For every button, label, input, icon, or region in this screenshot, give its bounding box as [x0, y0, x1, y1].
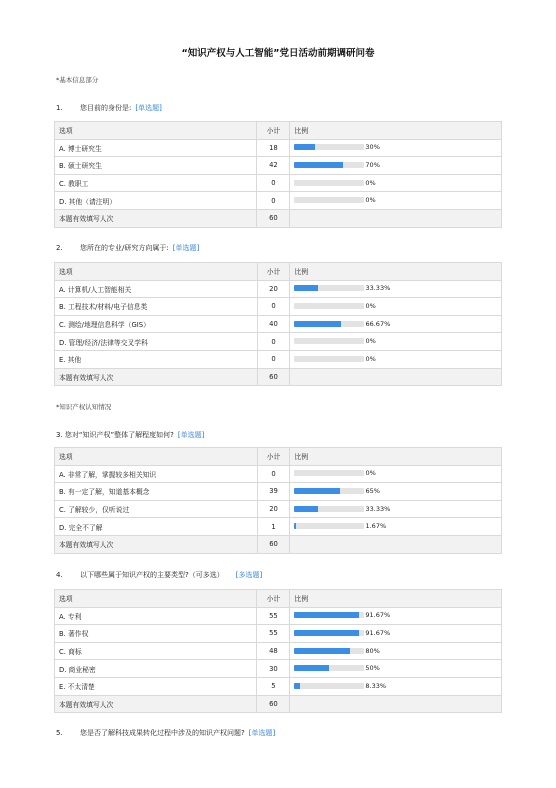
- option-ratio: [290, 280, 502, 298]
- header-option: 选项: [55, 122, 257, 140]
- ratio-percent: 0%: [365, 337, 376, 346]
- option-count: 5: [257, 677, 290, 695]
- ratio-percent: 91.67%: [365, 611, 391, 620]
- question-number: 2.: [56, 244, 63, 252]
- option-ratio: [290, 500, 502, 518]
- header-option: 选项: [55, 590, 257, 608]
- option-count: 20: [257, 280, 290, 298]
- ratio-bar-fill: [294, 144, 315, 150]
- ratio-percent: 33.33%: [365, 284, 391, 293]
- ratio-percent: 0%: [365, 196, 376, 205]
- option-label: D. 管理/经济/法律等交叉学科: [55, 333, 258, 351]
- option-label: B. 工程技术/材料/电子信息类: [55, 298, 258, 316]
- header-ratio: 比例: [290, 590, 502, 608]
- option-count: 55: [257, 625, 290, 643]
- question-4-title: [56, 570, 262, 580]
- option-label: C. 测绘/地理信息科学（GIS）: [55, 315, 258, 333]
- footer-total: 60: [257, 209, 290, 227]
- question-text: 您是否了解科技成果转化过程中涉及的知识产权问题?: [80, 729, 245, 737]
- footer-label: 本题有效填写人次: [55, 695, 257, 713]
- table-row: [55, 483, 502, 501]
- option-ratio: [290, 157, 502, 175]
- question-1-title: [56, 103, 162, 113]
- question-type-tag[interactable]: [单选题]: [177, 431, 205, 439]
- table-header-row: [55, 122, 502, 140]
- question-type-tag[interactable]: [单选题]: [248, 729, 276, 737]
- option-label: D. 其他（请注明）: [55, 192, 257, 210]
- table-row: [55, 157, 502, 175]
- ratio-bar-fill: [294, 506, 317, 512]
- ratio-percent: 65%: [365, 486, 380, 495]
- option-ratio: [290, 607, 502, 625]
- option-count: 0: [257, 465, 290, 483]
- question-text: 您所在的专业/研究方向属于:: [80, 244, 169, 252]
- question-1-table: [54, 121, 502, 228]
- footer-total: 60: [257, 535, 290, 553]
- table-row: [55, 465, 502, 483]
- option-label: E. 其他: [55, 350, 258, 368]
- ratio-percent: 50%: [365, 664, 380, 673]
- question-text: 您目前的身份是:: [80, 104, 132, 112]
- table-row: [55, 677, 502, 695]
- table-row: [55, 625, 502, 643]
- ratio-percent: 30%: [365, 143, 380, 152]
- ratio-percent: 0%: [365, 469, 376, 478]
- option-label: B. 硕士研究生: [55, 157, 257, 175]
- header-count: 小计: [257, 122, 290, 140]
- header-ratio: 比例: [290, 122, 502, 140]
- question-text: 以下哪些属于知识产权的主要类型?（可多选）: [80, 571, 224, 579]
- option-label: A. 博士研究生: [55, 139, 257, 157]
- ratio-percent: 33.33%: [365, 504, 391, 513]
- option-label: C. 商标: [55, 642, 257, 660]
- ratio-percent: 1.67%: [365, 522, 387, 531]
- ratio-percent: 66.67%: [365, 319, 391, 328]
- table-row: [55, 333, 502, 351]
- ratio-bar: [294, 665, 364, 671]
- header-option: 选项: [55, 263, 258, 281]
- ratio-bar-fill: [294, 648, 350, 654]
- ratio-percent: 8.33%: [365, 681, 387, 690]
- table-row: [55, 642, 502, 660]
- ratio-percent: 0%: [365, 178, 376, 187]
- option-label: E. 不太清楚: [55, 677, 257, 695]
- option-ratio: [290, 350, 502, 368]
- question-number: 3.: [56, 431, 63, 439]
- option-label: A. 专利: [55, 607, 257, 625]
- option-count: 30: [257, 660, 290, 678]
- table-row: [55, 607, 502, 625]
- question-type-tag[interactable]: [多选题]: [235, 571, 263, 579]
- footer-empty: [290, 535, 502, 553]
- footer-empty: [290, 368, 502, 386]
- option-label: D. 商业秘密: [55, 660, 257, 678]
- ratio-bar: [294, 470, 364, 476]
- option-count: 18: [257, 139, 290, 157]
- question-3-table: [54, 447, 502, 554]
- ratio-bar: [294, 630, 364, 636]
- ratio-bar: [294, 506, 364, 512]
- option-ratio: [290, 192, 502, 210]
- option-count: 48: [257, 642, 290, 660]
- header-count: 小计: [257, 263, 290, 281]
- ratio-bar: [294, 162, 364, 168]
- table-header-row: [55, 590, 502, 608]
- ratio-percent: 91.67%: [365, 628, 391, 637]
- table-row: [55, 315, 502, 333]
- question-3-title: [56, 430, 204, 440]
- option-count: 39: [257, 483, 290, 501]
- option-count: 42: [257, 157, 290, 175]
- table-footer-row: [55, 368, 502, 386]
- option-count: 40: [257, 315, 290, 333]
- table-footer-row: [55, 209, 502, 227]
- ratio-bar-fill: [294, 285, 317, 291]
- header-ratio: 比例: [290, 448, 502, 466]
- section-note-ip-awareness: *知识产权认知情况: [56, 403, 112, 411]
- ratio-bar: [294, 144, 364, 150]
- table-row: [55, 192, 502, 210]
- option-ratio: [290, 518, 502, 536]
- ratio-bar: [294, 338, 364, 344]
- ratio-bar: [294, 488, 364, 494]
- table-footer-row: [55, 695, 502, 713]
- ratio-bar-fill: [294, 488, 340, 494]
- question-type-tag[interactable]: [单选题]: [135, 104, 162, 112]
- option-ratio: [290, 625, 502, 643]
- table-row: [55, 174, 502, 192]
- option-label: D. 完全不了解: [55, 518, 258, 536]
- option-ratio: [290, 465, 502, 483]
- ratio-percent: 70%: [365, 160, 380, 169]
- option-label: B. 有一定了解，知道基本概念: [55, 483, 258, 501]
- header-ratio: 比例: [290, 263, 502, 281]
- ratio-bar: [294, 303, 364, 309]
- footer-total: 60: [257, 695, 290, 713]
- question-type-tag[interactable]: [单选题]: [172, 244, 200, 252]
- question-text: 您对“知识产权”整体了解程度如何?: [64, 431, 174, 439]
- option-count: 0: [257, 174, 290, 192]
- ratio-percent: 0%: [365, 301, 376, 310]
- ratio-bar: [294, 180, 364, 186]
- option-ratio: [290, 139, 502, 157]
- question-number: 4.: [56, 571, 63, 579]
- ratio-bar-fill: [294, 523, 295, 529]
- option-label: A. 非常了解，掌握较多相关知识: [55, 465, 258, 483]
- ratio-bar: [294, 648, 364, 654]
- footer-label: 本题有效填写人次: [55, 368, 258, 386]
- ratio-bar-fill: [294, 683, 300, 689]
- table-row: [55, 350, 502, 368]
- ratio-bar-fill: [294, 612, 358, 618]
- option-ratio: [290, 174, 502, 192]
- option-count: 0: [257, 350, 290, 368]
- ratio-bar: [294, 523, 364, 529]
- question-number: 1.: [56, 104, 63, 112]
- option-ratio: [290, 642, 502, 660]
- option-count: 0: [257, 298, 290, 316]
- footer-total: 60: [257, 368, 290, 386]
- question-2-table: [54, 262, 502, 386]
- header-count: 小计: [257, 590, 290, 608]
- footer-label: 本题有效填写人次: [55, 535, 258, 553]
- ratio-bar-fill: [294, 630, 358, 636]
- ratio-bar-fill: [294, 321, 341, 327]
- table-row: [55, 660, 502, 678]
- footer-empty: [290, 695, 502, 713]
- table-header-row: [55, 448, 502, 466]
- table-row: [55, 500, 502, 518]
- option-ratio: [290, 483, 502, 501]
- ratio-bar-fill: [294, 162, 343, 168]
- page-title: “知识产权与人工智能”党日活动前期调研问卷: [181, 48, 375, 59]
- option-ratio: [290, 315, 502, 333]
- ratio-percent: 80%: [365, 646, 380, 655]
- option-label: B. 著作权: [55, 625, 257, 643]
- question-2-title: [56, 243, 199, 253]
- option-ratio: [290, 660, 502, 678]
- ratio-bar: [294, 612, 364, 618]
- option-ratio: [290, 298, 502, 316]
- option-ratio: [290, 677, 502, 695]
- option-label: C. 教职工: [55, 174, 257, 192]
- table-header-row: [55, 263, 502, 281]
- option-count: 0: [257, 333, 290, 351]
- footer-label: 本题有效填写人次: [55, 209, 257, 227]
- table-row: [55, 280, 502, 298]
- table-row: [55, 298, 502, 316]
- question-number: 5.: [56, 729, 63, 737]
- ratio-bar: [294, 285, 364, 291]
- option-ratio: [290, 333, 502, 351]
- ratio-bar: [294, 197, 364, 203]
- question-5-title: [56, 728, 275, 738]
- footer-empty: [290, 209, 502, 227]
- option-count: 55: [257, 607, 290, 625]
- table-row: [55, 518, 502, 536]
- header-option: 选项: [55, 448, 258, 466]
- section-note-basic-info: *基本信息部分: [56, 76, 99, 84]
- ratio-bar: [294, 683, 364, 689]
- option-count: 20: [257, 500, 290, 518]
- ratio-bar-fill: [294, 665, 329, 671]
- option-label: A. 计算机/人工智能相关: [55, 280, 258, 298]
- table-footer-row: [55, 535, 502, 553]
- question-4-table: [54, 589, 502, 713]
- ratio-percent: 0%: [365, 354, 376, 363]
- ratio-bar: [294, 321, 364, 327]
- header-count: 小计: [257, 448, 290, 466]
- option-label: C. 了解较少，仅听说过: [55, 500, 258, 518]
- ratio-bar: [294, 356, 364, 362]
- option-count: 0: [257, 192, 290, 210]
- option-count: 1: [257, 518, 290, 536]
- table-row: [55, 139, 502, 157]
